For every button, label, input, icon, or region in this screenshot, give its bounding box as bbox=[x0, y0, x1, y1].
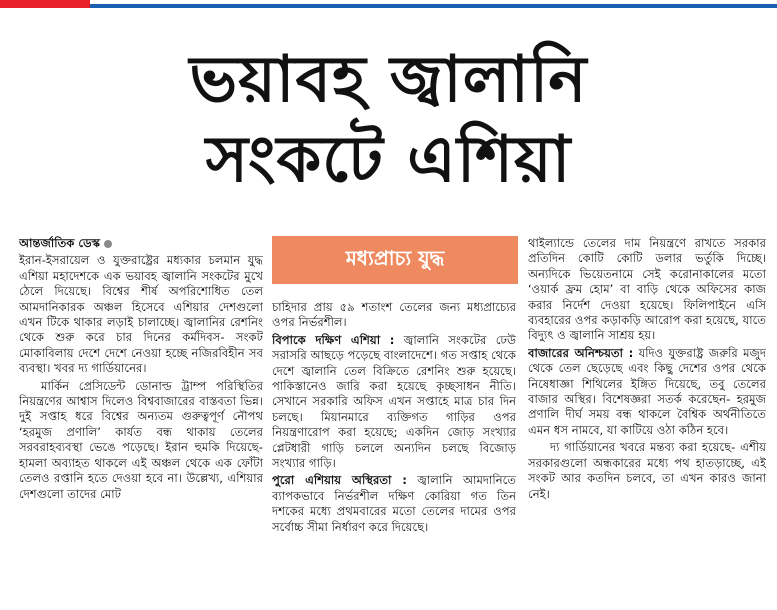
paragraph-text: জ্বালানি সংকটের ঢেউ সরাসরি আছড়ে পড়েছে বাংলাদেশে। গত সপ্তাহ থেকে দেশে জ্বালানি তেল বিক্রিতে রেশনিং শুরু হয়েছে। পাকিস্তানেও জারি করা হয়েছে কৃচ্ছসাধন নীতি। সেখানে সরকারি অফিস এখন সপ্তাহে মাত্র চার দিন চলছে। মিয়ানমারে ব্যক্তিগত গাড়ির ওপর নিয়ন্ত্রণারোপ করা হয়েছে; একদিন জোড় সংখ্যার প্লেটধারী গাড়ি চললে অন্যদিন চলছে বিজোড় সংখ্যার গাড়ি। bbox=[272, 332, 516, 471]
paragraph-text: যদিও যুক্তরাষ্ট্র জরুরি মজুদ থেকে তেল ছেড়েছে এবং কিছু দেশের ওপর থেকে নিষেধাজ্ঞা শিথিলের ইঙ্গিত দিয়েছে, তবু তেলের বাজার অস্থির। বিশেষজ্ঞরা সতর্ক করেছেন- হরমুজ প্রণালি দীর্ঘ সময় বন্ধ থাকলে বৈশ্বিক অর্থনীতিতে এমন ধস নামবে, যা কাটিয়ে ওঠা কঠিন হবে। bbox=[528, 345, 766, 437]
bullet-dot-icon bbox=[104, 240, 112, 248]
paragraph: থাইল্যান্ডে তেলের দাম নিয়ন্ত্রণে রাখতে সরকার প্রতিদিন কোটি কোটি ডলার ভর্তুকি দিচ্ছে। অন্যদিকে ভিয়েতনামে সেই করোনাকালের মতো ‘ওয়ার্ক ফ্রম হোম’ বা বাড়ি থেকে অফিসের কাজ করার নির্দেশ দেওয়া হয়েছে। ফিলিপাইনে এসি ব্যবহারের ওপর কড়াকড়ি আরোপ করা হয়েছে, যাতে বিদ্যুৎ ও জ্বালানি সাশ্রয় হয়। bbox=[528, 236, 766, 343]
section-banner bbox=[272, 236, 518, 284]
paragraph: চাহিদার প্রায় ৫৯ শতাংশ তেলের জন্য মধ্যপ্রাচ্যের ওপর নির্ভরশীল। bbox=[272, 300, 516, 330]
headline bbox=[0, 40, 777, 200]
paragraph: দ্য গার্ডিয়ানের খবরে মন্তব্য করা হয়েছে- এশীয় সরকারগুলো অন্ধকারের মধ্যে পথ হাতড়াচ্ছে, এই সংকট আর কতদিন চলবে, তা এখন কারও জানা নেই। bbox=[528, 440, 766, 501]
subheading: বাজারের অনিশ্চয়তা : bbox=[528, 345, 634, 360]
headline-line-2: সংকটে এশিয়া bbox=[205, 123, 572, 197]
subheading: বিপাকে দক্ষিণ এশিয়া : bbox=[272, 332, 395, 347]
article-column-1 bbox=[19, 236, 263, 504]
desk-label: আন্তর্জাতিক ডেস্ক bbox=[19, 236, 101, 250]
subheading: পুরো এশিয়ায় অস্থিরতা : bbox=[272, 473, 407, 488]
top-accent-bar-red bbox=[0, 0, 90, 8]
article-column-2 bbox=[272, 300, 516, 537]
paragraph: মার্কিন প্রেসিডেন্ট ডোনাল্ড ট্রাম্প পরিস্থিতির নিয়ন্ত্রণের আশ্বাস দিলেও বিশ্ববাজারের বাস্তবতা ভিন্ন। দুই সপ্তাহ ধরে বিশ্বের অন্যতম গুরুত্বপূর্ণ নৌপথ ‘হরমুজ প্রণালি’ কার্যত বন্ধ থাকায় তেলের সরবরাহব্যবস্থা ভেঙে পড়েছে। ইরান হুমকি দিয়েছে- হামলা অব্যাহত থাকলে এই অঞ্চল থেকে এক ফোঁটা তেলও রপ্তানি হতে দেওয়া হবে না। উল্লেখ্য, এশিয়ার দেশগুলো তাদের মোট bbox=[19, 378, 263, 501]
paragraph bbox=[272, 333, 516, 472]
desk-line bbox=[19, 236, 263, 251]
section-banner-label: মধ্যপ্রাচ্য যুদ্ধ bbox=[345, 245, 445, 270]
paragraph: ইরান-ইসরায়েল ও যুক্তরাষ্ট্রের মধ্যকার চলমান যুদ্ধ এশিয়া মহাদেশকে এক ভয়াবহ জ্বালানি সংকটের মুখে ঠেলে দিয়েছে। বিশ্বের শীর্ষ অপরিশোধিত তেল আমদানিকারক অঞ্চল হিসেবে এশিয়ার দেশগুলো এখন টিকে থাকার লড়াই চালাচ্ছে। জ্বালানির রেশনিং থেকে শুরু করে চার দিনের কর্মদিবস- সংকট মোকাবিলায় দেশে দেশে নেওয়া হচ্ছে নজিরবিহীন সব ব্যবস্থা। খবর দ্য গার্ডিয়ানের। bbox=[19, 253, 263, 376]
paragraph bbox=[272, 473, 516, 535]
headline-line-1: ভয়াবহ জ্বালানি bbox=[189, 43, 588, 117]
article-column-3 bbox=[528, 236, 766, 504]
paragraph bbox=[528, 346, 766, 438]
paragraph-text: জ্বালানি আমদানিতে ব্যাপকভাবে নির্ভরশীল দক্ষিণ কোরিয়া গত তিন দশকের মধ্যে প্রথমবারের মতো তেলের দামের ওপর সর্বোচ্চ সীমা নির্ধারণ করে দিয়েছে। bbox=[272, 473, 516, 534]
top-accent-bar-blue bbox=[90, 4, 777, 8]
